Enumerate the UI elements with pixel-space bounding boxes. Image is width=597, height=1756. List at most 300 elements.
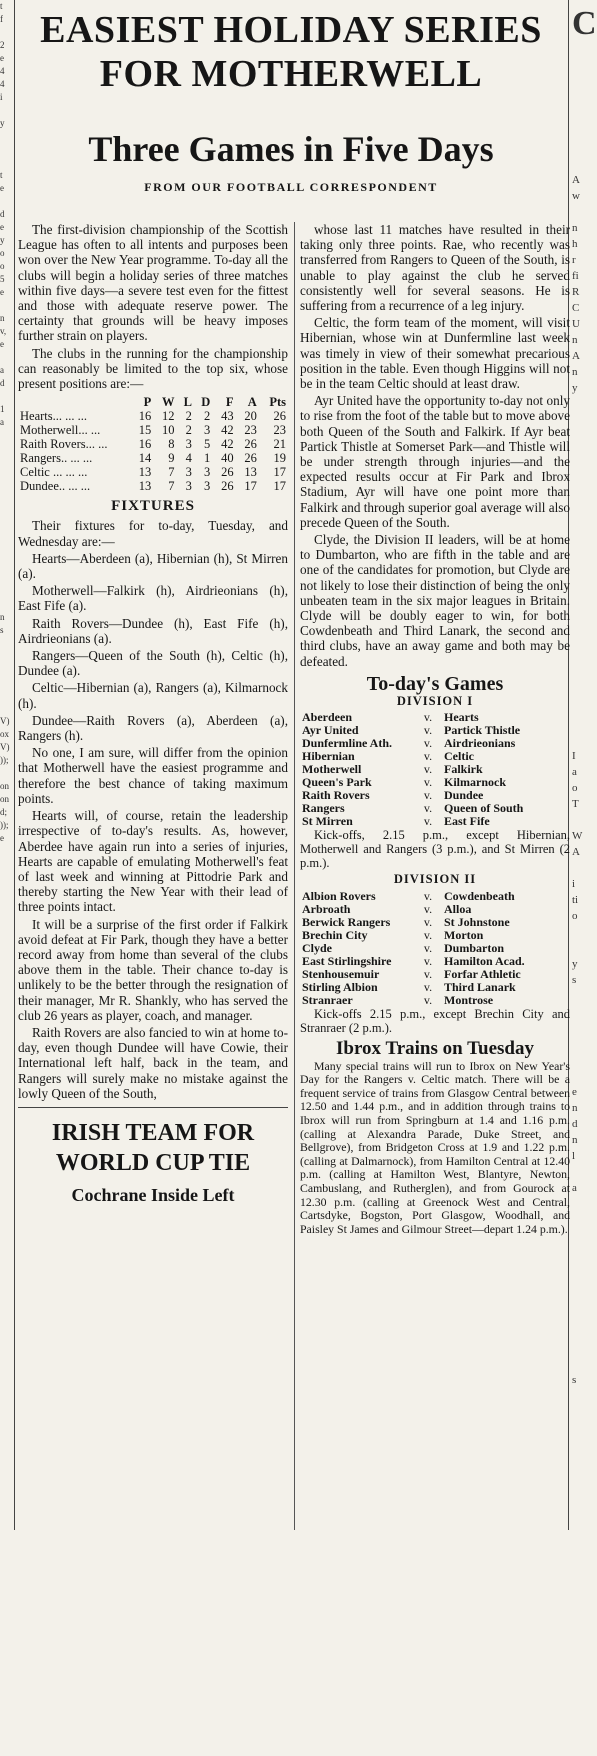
standings-cell: 16 bbox=[138, 437, 152, 452]
margin-fragment bbox=[0, 546, 14, 559]
margin-fragment: on bbox=[0, 794, 9, 804]
away-team: Forfar Athletic bbox=[444, 966, 521, 981]
standings-cell: Celtic ... ... ... bbox=[20, 465, 88, 480]
margin-fragment bbox=[572, 1324, 594, 1340]
margin-fragment bbox=[572, 508, 594, 524]
margin-fragment bbox=[572, 1532, 594, 1548]
continued-paragraphs bbox=[300, 222, 570, 669]
margin-fragment bbox=[572, 1628, 594, 1644]
away-team: Partick Thistle bbox=[444, 723, 521, 738]
home-team: Stranraer bbox=[302, 992, 353, 1007]
standings-cell: 42 bbox=[221, 423, 234, 438]
margin-fragment bbox=[572, 1004, 594, 1020]
paragraph: Motherwell—Falkirk (h), Airdrieonians (h), East Fife (a). bbox=[18, 583, 288, 614]
standings-cell: 7 bbox=[168, 465, 175, 480]
margin-fragment bbox=[572, 732, 594, 748]
margin-fragment: n bbox=[572, 1102, 578, 1114]
margin-fragment bbox=[0, 455, 14, 468]
margin-fragment: W bbox=[572, 830, 583, 842]
standings-header-cell: W bbox=[162, 395, 175, 410]
margin-fragment: f bbox=[0, 14, 3, 24]
headline bbox=[18, 8, 564, 96]
margin-fragment bbox=[0, 130, 14, 143]
fixture-row bbox=[300, 968, 570, 981]
away-team: St Johnstone bbox=[444, 914, 510, 929]
standings-cell: Dundee.. ... ... bbox=[20, 479, 91, 494]
irish-team-headline bbox=[18, 1118, 288, 1178]
away-team: Kilmarnock bbox=[444, 775, 506, 790]
margin-fragment bbox=[572, 1500, 594, 1516]
paragraph: Rangers—Queen of the South (h), Celtic (h), Dundee (a). bbox=[18, 648, 288, 679]
standings-cell: 26 bbox=[244, 451, 257, 466]
paragraph: Raith Rovers—Dundee (h), East Fife (h), Airdrieonians (a). bbox=[18, 615, 288, 646]
standings-cell: 21 bbox=[273, 437, 286, 452]
standings-cell: 40 bbox=[221, 451, 234, 466]
standings-header-row bbox=[18, 395, 288, 409]
home-team: Rangers bbox=[302, 801, 345, 816]
standings-cell: 2 bbox=[185, 409, 192, 424]
divider bbox=[18, 1107, 288, 1108]
margin-fragment: s bbox=[0, 625, 4, 635]
margin-fragment bbox=[572, 396, 594, 412]
standings-cell: 5 bbox=[204, 437, 211, 452]
division-2-games bbox=[300, 890, 570, 1007]
margin-fragment bbox=[572, 92, 594, 108]
margin-fragment bbox=[572, 60, 594, 76]
standings-cell: 16 bbox=[138, 409, 152, 424]
margin-fragment bbox=[0, 494, 14, 507]
standings-cell: 3 bbox=[204, 465, 211, 480]
irish-line-2: WORLD CUP TIE bbox=[55, 1149, 251, 1176]
home-team: Stirling Albion bbox=[302, 979, 378, 994]
standings-cell: 2 bbox=[204, 409, 211, 424]
home-team: Berwick Rangers bbox=[302, 914, 391, 929]
standings-cell: 3 bbox=[185, 479, 192, 494]
standings-cell: 23 bbox=[244, 423, 257, 438]
versus: v. bbox=[423, 801, 433, 816]
standings-row bbox=[18, 479, 288, 493]
standings-header-cell: P bbox=[143, 395, 152, 410]
fixture-row bbox=[300, 903, 570, 916]
margin-fragment bbox=[572, 1740, 594, 1756]
margin-fragment: o bbox=[572, 782, 578, 794]
margin-fragment bbox=[0, 390, 14, 403]
margin-fragment bbox=[572, 572, 594, 588]
fixtures-title: FIXTURES bbox=[111, 498, 195, 515]
standings-cell: 43 bbox=[221, 409, 234, 424]
margin-fragment: R bbox=[572, 286, 580, 298]
standings-cell: Rangers.. ... ... bbox=[20, 451, 93, 466]
versus: v. bbox=[423, 901, 433, 916]
margin-fragment bbox=[572, 1692, 594, 1708]
margin-fragment: a bbox=[0, 417, 4, 427]
margin-fragment bbox=[572, 428, 594, 444]
margin-fragment: n bbox=[572, 1134, 578, 1146]
margin-fragment bbox=[572, 1708, 594, 1724]
standings-row bbox=[18, 437, 288, 451]
standings-row bbox=[18, 465, 288, 479]
margin-fragment bbox=[572, 1292, 594, 1308]
margin-fragment bbox=[0, 104, 14, 117]
margin-fragment: V) bbox=[0, 742, 10, 752]
standings-cell: 17 bbox=[244, 479, 257, 494]
analysis-paragraphs bbox=[18, 745, 288, 1101]
division-1-title: DIVISION I bbox=[396, 694, 474, 709]
paragraph: Raith Rovers are also fancied to win at home to-day, even though Dundee will have Cowie, their International left half, back in the team, and Rangers will surely make no mistake against the lowly Queen of the South, bbox=[18, 1024, 288, 1101]
margin-fragment: n bbox=[572, 366, 578, 378]
standings-header-cell: L bbox=[183, 395, 192, 410]
paragraph: It will be a surprise of the first order if Falkirk avoid defeat at Fir Park, though they have a better record away from home than several of the clubs above them in the table. Their chance to-day is unlikely to be the better through the resignation of their manager, Mr R. Shankly, who has served the club 26 years as player, coach, and manager. bbox=[18, 916, 288, 1023]
margin-fragment bbox=[572, 940, 594, 956]
margin-fragment bbox=[572, 1052, 594, 1068]
margin-fragment bbox=[572, 1612, 594, 1628]
standings-row bbox=[18, 423, 288, 437]
margin-fragment bbox=[0, 481, 14, 494]
margin-fragment: o bbox=[0, 248, 5, 258]
margin-fragment bbox=[572, 108, 594, 124]
margin-fragment: )); bbox=[0, 755, 9, 765]
margin-fragment bbox=[0, 533, 14, 546]
paragraph: Celtic—Hibernian (a), Rangers (a), Kilmarnock (h). bbox=[18, 680, 288, 711]
margin-fragment: d bbox=[0, 378, 5, 388]
margin-fragment bbox=[572, 1644, 594, 1660]
margin-fragment bbox=[572, 812, 594, 828]
margin-fragment: s bbox=[572, 974, 577, 986]
paragraph: Dundee—Raith Rovers (a), Aberdeen (a), Rangers (h). bbox=[18, 712, 288, 744]
paragraph: whose last 11 matches have resulted in their taking only three points. Rae, who recently was transferred from Rangers to Queen of the South, is unable to play against the club he served consistently well for several seasons. He is suffering from a recurrence of a leg injury. bbox=[300, 222, 570, 314]
standings-row bbox=[18, 409, 288, 423]
margin-fragment bbox=[572, 1676, 594, 1692]
margin-fragment bbox=[0, 299, 14, 312]
margin-fragment: a bbox=[572, 766, 577, 778]
margin-fragment: e bbox=[572, 1086, 577, 1098]
left-margin-column-fragment bbox=[0, 0, 14, 1530]
margin-fragment bbox=[572, 140, 594, 156]
standings-cell: 26 bbox=[221, 479, 234, 494]
versus: v. bbox=[423, 814, 433, 829]
versus: v. bbox=[423, 775, 433, 790]
margin-fragment bbox=[572, 1356, 594, 1372]
fixture-row bbox=[300, 890, 570, 903]
paragraph: Clyde, the Division II leaders, will be at home to Dumbarton, who are fifth in the table and are one of the candidates for promotion, but Clyde are not likely to lose their distinction of being the only unbeaten team in the six major leagues in Britain. Clyde will be doubly eager to win, for both Cowdenbeath and Third Lanark, the second and third clubs, have an away game and both may be defeated. bbox=[300, 532, 570, 669]
margin-fragment bbox=[572, 476, 594, 492]
standings-cell: 26 bbox=[244, 437, 257, 452]
standings-cell: 15 bbox=[138, 423, 152, 438]
margin-fragment: T bbox=[572, 798, 579, 810]
away-team: Airdrieonians bbox=[444, 736, 516, 751]
fixture-row bbox=[300, 955, 570, 968]
standings-cell: 12 bbox=[162, 409, 175, 424]
standings-cell: 13 bbox=[138, 479, 152, 494]
standings-cell: 3 bbox=[204, 423, 211, 438]
margin-fragment bbox=[0, 598, 14, 611]
margin-fragment: ti bbox=[572, 894, 579, 906]
margin-fragment bbox=[0, 689, 14, 702]
margin-fragment bbox=[572, 1516, 594, 1532]
margin-fragment bbox=[572, 124, 594, 140]
margin-fragment bbox=[0, 143, 14, 156]
margin-fragment bbox=[572, 668, 594, 684]
margin-fragment bbox=[572, 1436, 594, 1452]
versus: v. bbox=[423, 940, 433, 955]
subhead: Three Games in Five Days bbox=[88, 129, 494, 169]
margin-fragment bbox=[572, 860, 594, 876]
standings-cell: 13 bbox=[244, 465, 257, 480]
right-margin-column-fragment bbox=[572, 0, 597, 1530]
standings-header-cell: F bbox=[225, 395, 234, 410]
margin-fragment bbox=[0, 26, 14, 39]
division-2-kickoff: Kick-offs 2.15 p.m., except Brechin City and Stranraer (2 p.m.). bbox=[300, 1006, 570, 1035]
home-team: Hibernian bbox=[302, 749, 355, 764]
margin-fragment: ox bbox=[0, 729, 9, 739]
home-team: Dunfermline Ath. bbox=[302, 736, 392, 751]
margin-fragment: t bbox=[0, 170, 3, 180]
margin-fragment: 2 bbox=[0, 40, 5, 50]
margin-fragment bbox=[572, 1308, 594, 1324]
margin-fragment bbox=[0, 429, 14, 442]
margin-fragment bbox=[572, 1036, 594, 1052]
standings-cell: 13 bbox=[138, 465, 152, 480]
home-team: Brechin City bbox=[302, 927, 368, 942]
margin-fragment bbox=[572, 988, 594, 1004]
standings-header-cell: A bbox=[247, 395, 257, 410]
margin-fragment bbox=[572, 444, 594, 460]
standings-header-cell bbox=[18, 395, 130, 409]
trains-text: Many special trains will run to Ibrox on New Year's Day for the Rangers v. Celtic match. There will be a frequent service of trains from Glasgow Central between 12.50 and 1.44 p.m., and in addition through trains to Ibrox will run from Springburn at 1.4 and 1.16 p.m. (calling at Alexandra Parade, Duke Street, and Bellgrove), from Bridgeton Cross at 1.9 and 1.22 p.m. (calling at Dalmarnock), from Hamilton Central at 12.40 p.m. (calling at Hamilton West, Blantyre, Newton, Cambuslang, and Rutherglen), and from Gourock at 12.30 p.m. (calling at Greenock West and Central, Cartsdyke, Bogston, Port Glasgow, Woodhall, and Paisley St James and Gilmour Street—depart 1.24 p.m.). bbox=[300, 1058, 570, 1236]
margin-fragment bbox=[0, 507, 14, 520]
standings-cell: Motherwell... ... bbox=[20, 423, 101, 438]
paragraph: Hearts—Aberdeen (a), Hibernian (h), St Mirren (a). bbox=[18, 550, 288, 582]
margin-fragment bbox=[0, 650, 14, 663]
standings-header-cell: D bbox=[201, 395, 211, 410]
standings-cell: 23 bbox=[273, 423, 286, 438]
margin-fragment: s bbox=[572, 1374, 577, 1386]
margin-fragment bbox=[572, 1596, 594, 1612]
intro-paragraphs bbox=[18, 222, 288, 391]
standings-cell: 10 bbox=[162, 423, 175, 438]
margin-fragment bbox=[572, 1484, 594, 1500]
margin-fragment bbox=[0, 520, 14, 533]
margin-fragment bbox=[572, 588, 594, 604]
fixtures-paragraphs bbox=[18, 518, 288, 743]
margin-fragment: d bbox=[0, 209, 5, 219]
margin-fragment bbox=[572, 1164, 594, 1180]
margin-fragment: e bbox=[0, 53, 4, 63]
margin-fragment: o bbox=[572, 910, 578, 922]
margin-fragment bbox=[0, 663, 14, 676]
margin-fragment: V) bbox=[0, 716, 10, 726]
fixture-row bbox=[300, 916, 570, 929]
standings-cell: 26 bbox=[273, 409, 286, 424]
division-1-games bbox=[300, 711, 570, 828]
margin-fragment bbox=[0, 585, 14, 598]
standings-cell: 20 bbox=[244, 409, 257, 424]
margin-fragment bbox=[572, 604, 594, 620]
margin-fragment: C bbox=[572, 5, 597, 42]
away-team: Falkirk bbox=[444, 762, 483, 777]
standings-cell: 7 bbox=[168, 479, 175, 494]
margin-fragment bbox=[572, 1452, 594, 1468]
margin-fragment bbox=[0, 468, 14, 481]
margin-fragment: i bbox=[572, 878, 576, 890]
standings-cell: 26 bbox=[221, 465, 234, 480]
margin-fragment bbox=[572, 1724, 594, 1740]
margin-fragment bbox=[572, 1020, 594, 1036]
fixture-row bbox=[300, 994, 570, 1007]
home-team: Ayr United bbox=[302, 723, 359, 738]
margin-fragment: A bbox=[572, 846, 580, 858]
away-team: Dundee bbox=[444, 788, 484, 803]
standings-table bbox=[18, 395, 288, 493]
home-team: East Stirlingshire bbox=[302, 953, 392, 968]
margin-fragment bbox=[572, 716, 594, 732]
away-team: Third Lanark bbox=[444, 979, 516, 994]
trains-title: Ibrox Trains on Tuesday bbox=[335, 1037, 534, 1059]
standings-cell: 14 bbox=[138, 451, 152, 466]
home-team: Aberdeen bbox=[302, 710, 352, 725]
margin-fragment: e bbox=[0, 183, 4, 193]
margin-fragment bbox=[0, 442, 14, 455]
margin-fragment bbox=[572, 1420, 594, 1436]
standings-cell: 19 bbox=[273, 451, 286, 466]
margin-fragment: on bbox=[0, 781, 9, 791]
away-team: Hamilton Acad. bbox=[444, 953, 525, 968]
margin-fragment bbox=[572, 1580, 594, 1596]
left-column bbox=[18, 222, 288, 1203]
margin-fragment bbox=[572, 1260, 594, 1276]
margin-fragment bbox=[572, 1660, 594, 1676]
versus: v. bbox=[423, 953, 433, 968]
margin-fragment bbox=[572, 492, 594, 508]
margin-fragment: l bbox=[572, 1150, 576, 1162]
margin-fragment: 5 bbox=[0, 274, 5, 284]
versus: v. bbox=[423, 749, 433, 764]
standings-cell: 17 bbox=[273, 465, 286, 480]
margin-fragment bbox=[572, 204, 594, 220]
margin-fragment: U bbox=[572, 318, 580, 330]
margin-fragment: n bbox=[572, 334, 578, 346]
margin-fragment: I bbox=[572, 750, 576, 762]
margin-fragment bbox=[0, 351, 14, 364]
margin-fragment: e bbox=[0, 222, 4, 232]
standings-cell: 17 bbox=[273, 479, 286, 494]
right-column bbox=[300, 222, 570, 1238]
margin-fragment bbox=[0, 767, 14, 780]
away-team: Hearts bbox=[444, 710, 479, 725]
margin-fragment: t bbox=[0, 1, 3, 11]
margin-fragment bbox=[0, 572, 14, 585]
paragraph: The clubs in the running for the championship can reasonably be limited to the top six, whose present positions are:— bbox=[18, 345, 288, 392]
margin-fragment bbox=[572, 1196, 594, 1212]
margin-fragment: 4 bbox=[0, 79, 5, 89]
margin-fragment: i bbox=[0, 92, 3, 102]
margin-fragment: o bbox=[0, 261, 5, 271]
versus: v. bbox=[423, 979, 433, 994]
margin-fragment: e bbox=[0, 287, 4, 297]
column-divider bbox=[294, 222, 295, 1530]
irish-line-1: IRISH TEAM FOR bbox=[51, 1119, 255, 1146]
versus: v. bbox=[423, 710, 433, 725]
margin-fragment bbox=[0, 156, 14, 169]
margin-fragment: y bbox=[0, 235, 5, 245]
headline-line-1: EASIEST HOLIDAY SERIES bbox=[40, 9, 542, 51]
margin-fragment: fi bbox=[572, 270, 579, 282]
fixture-row bbox=[300, 942, 570, 955]
paragraph: Ayr United have the opportunity to-day not only to rise from the foot of the table but to move above both Queen of the South and Falkirk. If Ayr beat Partick Thistle at Somerset Park—and Thistle will be under strength through injuries—and the expected results occur at Fir Park and Ibrox Stadium, Ayr will have one point more than Falkirk and through superior goal average will also precede Queen of the South. bbox=[300, 393, 570, 530]
versus: v. bbox=[423, 914, 433, 929]
margin-fragment bbox=[572, 1212, 594, 1228]
paragraph: Their fixtures for to-day, Tuesday, and Wednesday are:— bbox=[18, 518, 288, 549]
margin-fragment: )); bbox=[0, 820, 9, 830]
margin-fragment bbox=[572, 1068, 594, 1084]
margin-fragment bbox=[572, 524, 594, 540]
margin-fragment: a bbox=[0, 365, 4, 375]
margin-fragment: a bbox=[572, 1182, 577, 1194]
margin-fragment bbox=[572, 76, 594, 92]
margin-fragment bbox=[572, 636, 594, 652]
margin-fragment bbox=[572, 44, 594, 60]
home-team: Raith Rovers bbox=[302, 788, 370, 803]
margin-fragment: e bbox=[0, 833, 4, 843]
margin-fragment bbox=[572, 700, 594, 716]
versus: v. bbox=[423, 736, 433, 751]
standings-cell: 3 bbox=[185, 437, 192, 452]
margin-fragment bbox=[0, 702, 14, 715]
margin-fragment bbox=[572, 1404, 594, 1420]
away-team: East Fife bbox=[444, 814, 490, 829]
standings-cell: 8 bbox=[168, 437, 175, 452]
away-team: Queen of South bbox=[444, 801, 524, 816]
versus: v. bbox=[423, 888, 433, 903]
margin-fragment bbox=[572, 924, 594, 940]
margin-fragment bbox=[572, 556, 594, 572]
versus: v. bbox=[423, 723, 433, 738]
home-team: Queen's Park bbox=[302, 775, 372, 790]
away-team: Morton bbox=[444, 927, 484, 942]
margin-fragment bbox=[572, 1388, 594, 1404]
home-team: Stenhousemuir bbox=[302, 966, 380, 981]
away-team: Celtic bbox=[444, 749, 474, 764]
standings-cell: 1 bbox=[204, 451, 211, 466]
standings-cell: Raith Rovers... ... bbox=[20, 437, 108, 452]
standings-cell: 3 bbox=[204, 479, 211, 494]
standings-cell: 2 bbox=[185, 423, 192, 438]
margin-fragment: h bbox=[572, 238, 578, 250]
division-1-kickoff: Kick-offs, 2.15 p.m., except Hibernian, Motherwell and Rangers (3 p.m.), and St Mirren (2 p.m.). bbox=[300, 828, 570, 871]
margin-fragment: A bbox=[572, 350, 580, 362]
margin-fragment bbox=[572, 156, 594, 172]
margin-fragment: n bbox=[572, 222, 578, 234]
margin-fragment bbox=[0, 559, 14, 572]
margin-fragment: d bbox=[572, 1118, 578, 1130]
margin-fragment: 1 bbox=[0, 404, 5, 414]
margin-fragment: y bbox=[0, 118, 5, 128]
margin-fragment: A bbox=[572, 174, 580, 186]
home-team: Motherwell bbox=[302, 762, 362, 777]
standings-cell: 42 bbox=[221, 437, 234, 452]
byline: FROM OUR FOOTBALL CORRESPONDENT bbox=[144, 180, 438, 194]
margin-fragment bbox=[572, 1340, 594, 1356]
margin-fragment bbox=[0, 637, 14, 650]
away-team: Cowdenbeath bbox=[444, 888, 515, 903]
away-team: Montrose bbox=[444, 992, 494, 1007]
margin-fragment: v, bbox=[0, 326, 7, 336]
versus: v. bbox=[423, 927, 433, 942]
margin-fragment bbox=[572, 460, 594, 476]
margin-fragment: n bbox=[0, 313, 5, 323]
margin-fragment bbox=[572, 1468, 594, 1484]
standings-row bbox=[18, 451, 288, 465]
